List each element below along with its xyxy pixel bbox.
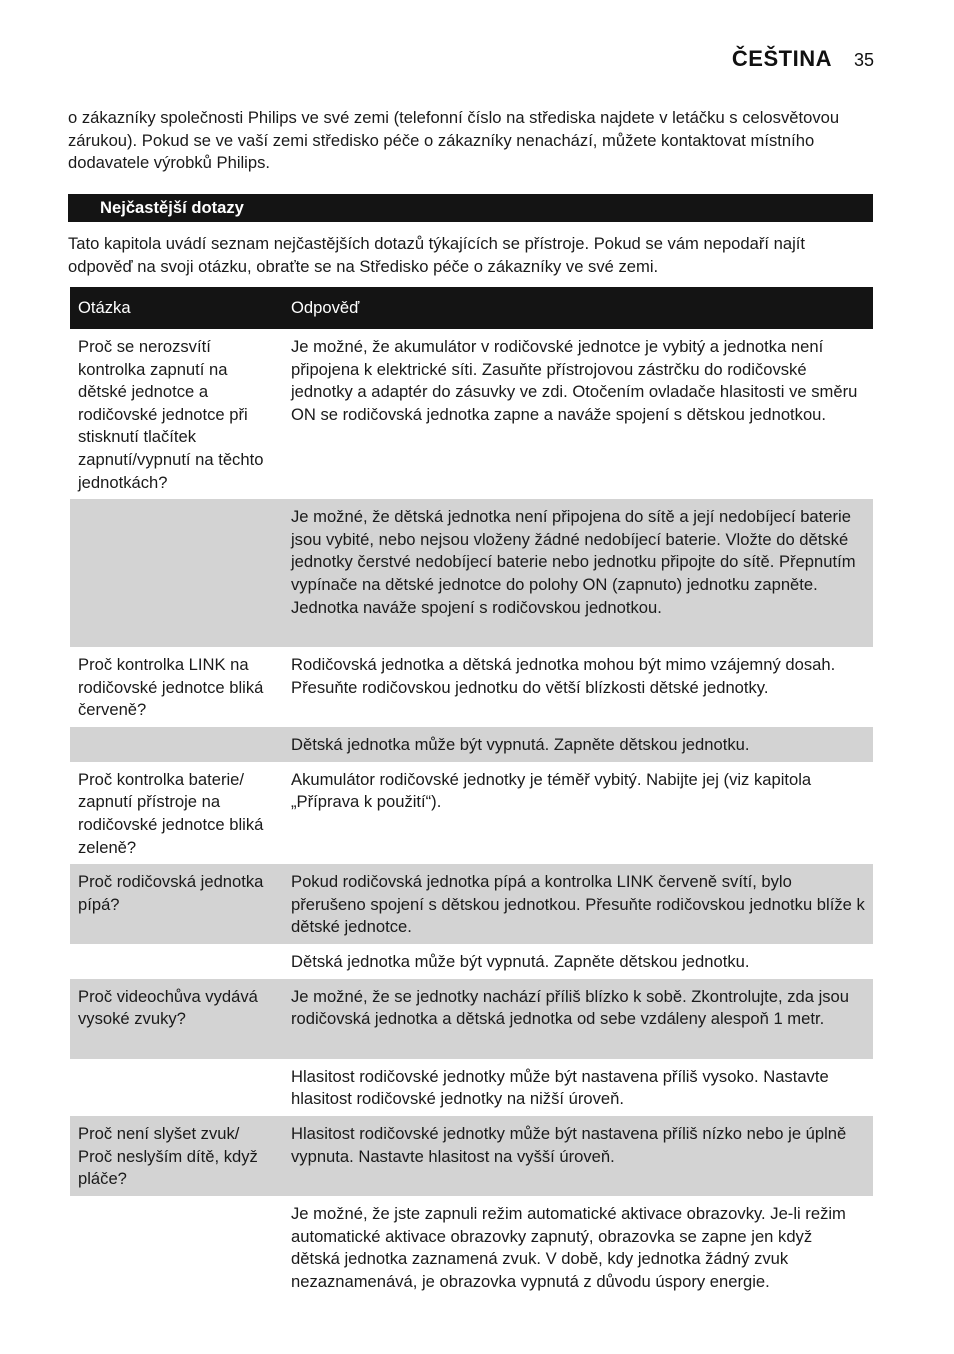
table-row: [70, 864, 873, 944]
section-heading: Nejčastější dotazy: [68, 194, 873, 222]
answer-cell: Je možné, že akumulátor v rodičovské jednotce je vybitý a jednotka není připojena k elektrické síti. Zasuňte přístrojovou zástrčku do rodičovské jednotky a adaptér do zásuvky ve zdi. Otočením ovladače hlasitosti ve směru ON se rodičovská jednotka zapne a naváže spojení s dětskou jednotkou.: [283, 329, 873, 499]
page-header: [732, 46, 874, 72]
table-row: [70, 979, 873, 1059]
table-row: [70, 329, 873, 499]
table-row: [70, 727, 873, 762]
question-cell: [70, 727, 283, 762]
answer-cell: Je možné, že jste zapnuli režim automatické aktivace obrazovky. Je-li režim automatické aktivace obrazovky zapnutý, obrazovka se zapne jen když dětská jednotka zaznamená zvuk. V době, kdy jednotka žádný zvuk nezaznamenává, je obrazovka vypnutá z důvodu úspory energie.: [283, 1196, 873, 1298]
question-cell: Proč kontrolka baterie/ zapnutí přístroje na rodičovské jednotce bliká zeleně?: [70, 762, 283, 864]
question-cell: Proč rodičovská jednotka pípá?: [70, 864, 283, 944]
faq-table: [70, 287, 873, 1298]
table-row: [70, 499, 873, 647]
column-header-question: Otázka: [70, 287, 283, 329]
answer-cell: Hlasitost rodičovské jednotky může být nastavena příliš vysoko. Nastavte hlasitost rodičovské jednotky na nižší úroveň.: [283, 1059, 873, 1116]
answer-cell: Hlasitost rodičovské jednotky může být nastavena příliš nízko nebo je úplně vypnuta. Nastavte hlasitost na vyšší úroveň.: [283, 1116, 873, 1196]
intro-paragraph: o zákazníky společnosti Philips ve své zemi (telefonní číslo na střediska najdete v letáčku s celosvětovou zárukou). Pokud se ve vaší zemi středisko péče o zákazníky nenachází, můžete kontaktovat místního dodavatele výrobků Philips.: [68, 108, 840, 173]
table-row: [70, 1196, 873, 1298]
table-row: [70, 944, 873, 979]
answer-cell: Dětská jednotka může být vypnutá. Zapněte dětskou jednotku.: [283, 727, 873, 762]
answer-cell: Akumulátor rodičovské jednotky je téměř vybitý. Nabijte jej (viz kapitola „Příprava k použití“).: [283, 762, 873, 864]
answer-cell: Je možné, že se jednotky nachází příliš blízko k sobě. Zkontrolujte, zda jsou rodičovská jednotka a dětská jednotka od sebe vzdáleny alespoň 1 metr.: [283, 979, 873, 1059]
language-label: ČEŠTINA: [731, 46, 832, 71]
table-row: [70, 647, 873, 727]
question-cell: [70, 499, 283, 647]
table-row: [70, 762, 873, 864]
answer-cell: Je možné, že dětská jednotka není připojena do sítě a její nedobíjecí baterie jsou vybité, nebo nejsou vloženy žádné nedobíjecí baterie. Vložte do dětské jednotky čerstvé nedobíjecí baterie nebo jednotku připojte do sítě. Přepnutím vypínače na dětské jednotce do polohy ON (zapnuto) jednotku zapněte. Jednotka naváže spojení s rodičovskou jednotkou.: [283, 499, 873, 647]
question-cell: [70, 944, 283, 979]
answer-cell: Rodičovská jednotka a dětská jednotka mohou být mimo vzájemný dosah. Přesuňte rodičovskou jednotku do větší blízkosti dětské jednotky.: [283, 647, 873, 727]
page-number: 35: [853, 50, 874, 70]
answer-cell: Pokud rodičovská jednotka pípá a kontrolka LINK červeně svítí, bylo přerušeno spojení s dětskou jednotkou. Přesuňte rodičovskou jednotku blíže k dětské jednotce.: [283, 864, 873, 944]
question-cell: Proč kontrolka LINK na rodičovské jednotce bliká červeně?: [70, 647, 283, 727]
table-row: [70, 1116, 873, 1196]
section-description: Tato kapitola uvádí seznam nejčastějších dotazů týkajících se přístroje. Pokud se vám nepodaří najít odpověď na svoji otázku, obraťte se na Středisko péče o zákazníky ve své zemi.: [68, 234, 805, 276]
table-row: [70, 1059, 873, 1116]
table-header-row: [70, 287, 873, 329]
question-cell: [70, 1059, 283, 1116]
answer-cell: Dětská jednotka může být vypnutá. Zapněte dětskou jednotku.: [283, 944, 873, 979]
question-cell: [70, 1196, 283, 1298]
question-cell: Proč videochůva vydává vysoké zvuky?: [70, 979, 283, 1059]
column-header-answer: Odpověď: [283, 287, 873, 329]
question-cell: Proč není slyšet zvuk/ Proč neslyším dítě, když pláče?: [70, 1116, 283, 1196]
question-cell: Proč se nerozsvítí kontrolka zapnutí na dětské jednotce a rodičovské jednotce při stisknutí tlačítek zapnutí/vypnutí na těchto jednotkách?: [70, 329, 283, 499]
